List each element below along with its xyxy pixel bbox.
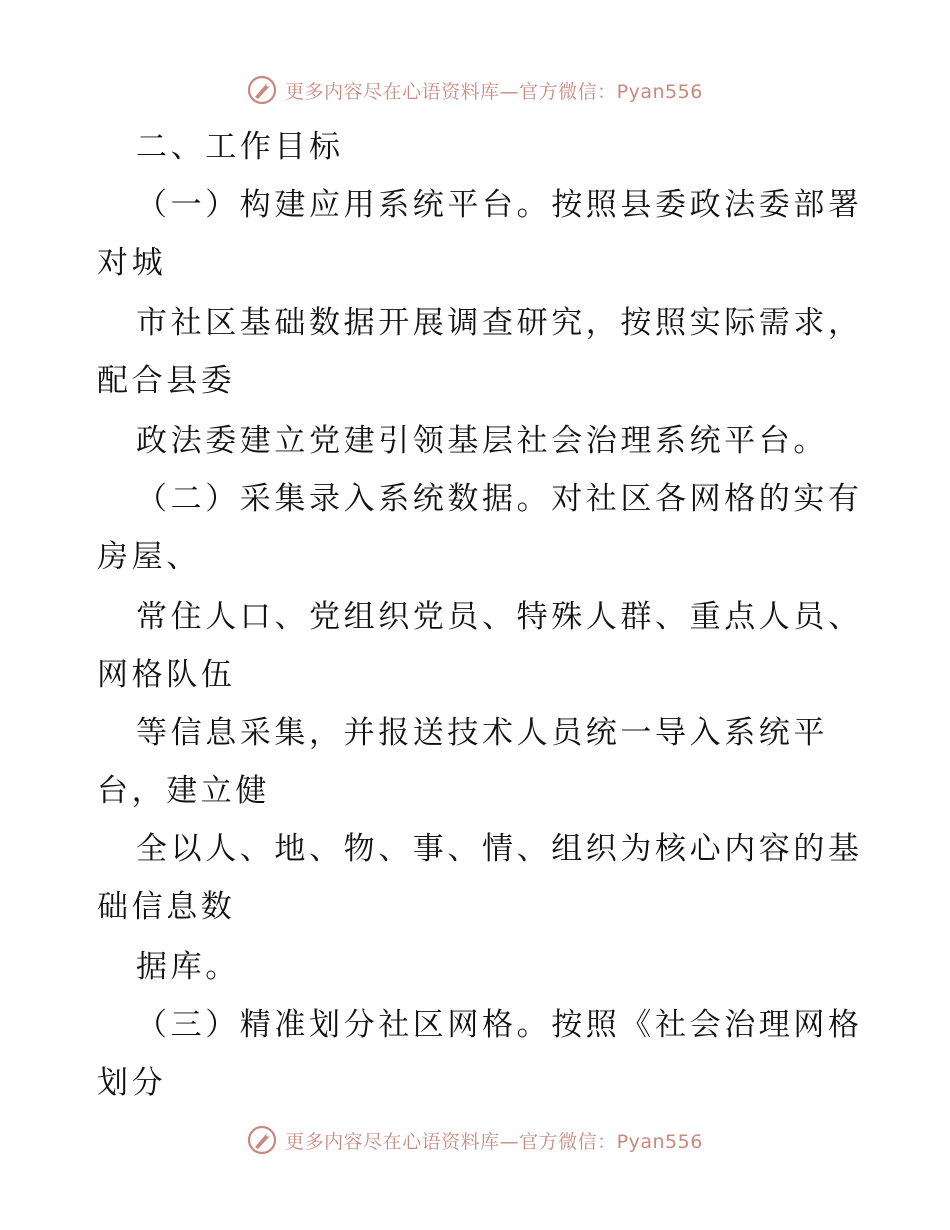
paragraph-line: 台，建立健 <box>97 773 270 809</box>
paragraph-line: 等信息采集，并报送技术人员统一导入系统平 <box>136 715 828 751</box>
watermark-header <box>0 70 950 110</box>
paragraph-line: （一）构建应用系统平台。按照县委政法委部署 <box>136 187 863 223</box>
paragraph-line: 网格队伍 <box>97 657 236 693</box>
watermark-footer <box>0 1120 950 1160</box>
pen-nib-logo-icon <box>247 75 277 105</box>
paragraph-line: 常住人口、党组织党员、特殊人群、重点人员、 <box>136 599 863 635</box>
paragraph-line: 划分 <box>97 1065 167 1101</box>
paragraph-line: 全以人、地、物、事、情、组织为核心内容的基 <box>136 831 863 867</box>
paragraph-line: 对城 <box>97 245 167 281</box>
paragraph-line: 房屋、 <box>97 539 201 575</box>
watermark-text: 更多内容尽在心语资料库—官方微信：Pyan556 <box>285 1130 703 1153</box>
paragraph-line: 据库。 <box>136 949 240 985</box>
paragraph-line: （三）精准划分社区网格。按照《社会治理网格 <box>136 1007 863 1043</box>
pen-nib-logo-icon <box>247 1125 277 1155</box>
paragraph-line: 础信息数 <box>97 889 236 925</box>
paragraph-line: （二）采集录入系统数据。对社区各网格的实有 <box>136 481 863 517</box>
paragraph-line: 配合县委 <box>97 363 236 399</box>
paragraph-line: 政法委建立党建引领基层社会治理系统平台。 <box>136 423 828 459</box>
section-heading: 二、工作目标 <box>136 129 344 165</box>
paragraph-line: 市社区基础数据开展调查研究，按照实际需求， <box>136 305 863 341</box>
watermark-text: 更多内容尽在心语资料库—官方微信：Pyan556 <box>285 80 703 103</box>
